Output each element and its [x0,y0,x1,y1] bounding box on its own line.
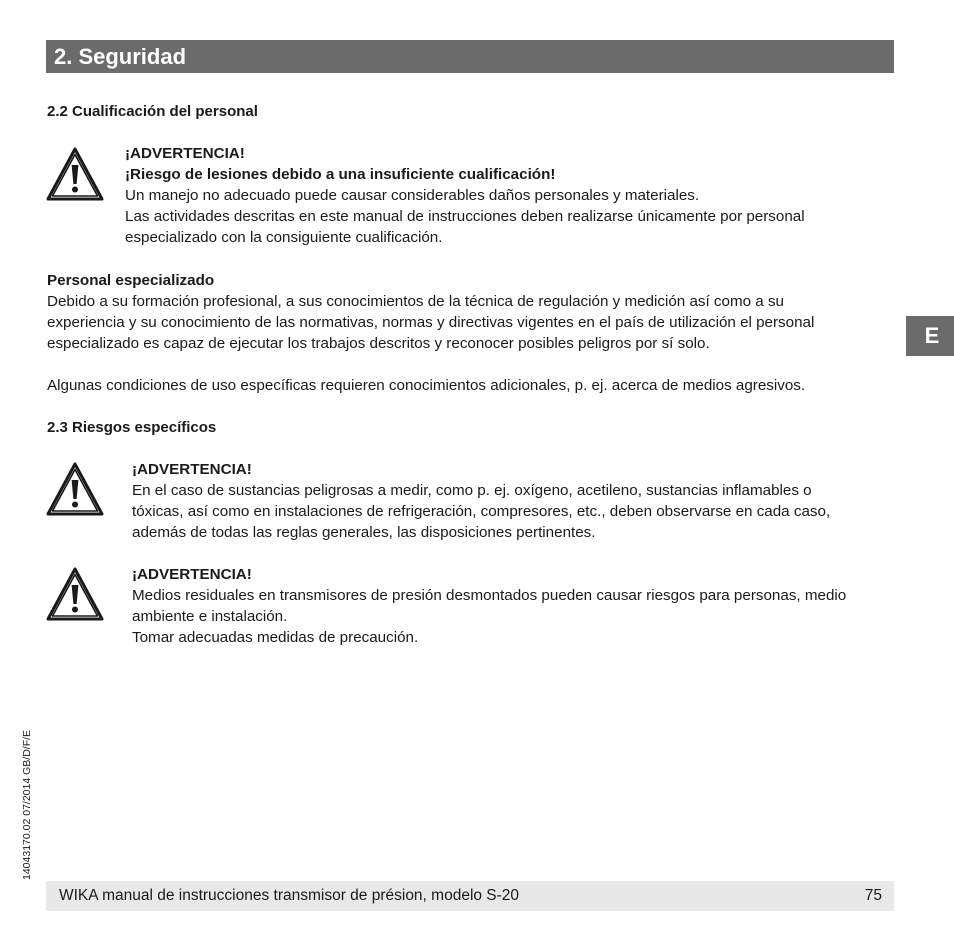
paragraph-line: experiencia y su conocimiento de las normativas, normas y directivas vigentes en el país de utilización el personal [47,314,815,331]
warning-subtitle: ¡Riesgo de lesiones debido a una insuficiente cualificación! [125,166,556,183]
page-footer [46,881,894,911]
warning-block-qualification [125,143,805,248]
warning-triangle-icon [45,146,105,202]
document-code: 14043170.02 07/2014 GB/D/F/E [21,729,33,880]
warning-line: Las actividades descritas en este manual de instrucciones deben realizarse únicamente por personal [125,208,805,225]
warning-block-residual-media [132,564,846,648]
warning-line: Medios residuales en transmisores de presión desmontados pueden causar riesgos para personas, medio [132,587,847,604]
warning-block-hazardous-media [132,459,830,543]
warning-line: En el caso de sustancias peligrosas a medir, como p. ej. oxígeno, acetileno, sustancias inflamables o [132,482,812,499]
paragraph-line: especializado es capaz de ejecutar los trabajos descritos y reconocer posibles peligros por sí solo. [47,335,710,352]
language-tab-label: E [924,323,940,348]
warning-line: además de todas las reglas generales, las disposiciones pertinentes. [132,524,596,541]
warning-triangle-icon [45,566,105,622]
specialist-personnel-block [47,270,814,354]
page-number: 75 [864,887,882,904]
warning-label: ¡ADVERTENCIA! [125,145,245,162]
paragraph-line: Debido a su formación profesional, a sus conocimientos de la técnica de regulación y medición así como a su [47,293,784,310]
warning-line: tóxicas, así como en instalaciones de refrigeración, compresores, etc., deben observarse en cada caso, [132,503,831,520]
warning-triangle-icon [45,461,105,517]
warning-line: especializado con la consiguiente cualificación. [125,229,443,246]
section-title: 2. Seguridad [54,44,187,69]
warning-line: ambiente e instalación. [132,608,288,625]
footer-text: WIKA manual de instrucciones transmisor de présion, modelo S-20 [59,887,520,904]
warning-label: ¡ADVERTENCIA! [132,566,252,583]
heading-2-2: 2.2 Cualificación del personal [47,103,258,120]
warning-line: Un manejo no adecuado puede causar considerables daños personales y materiales. [125,187,700,204]
specialist-heading: Personal especializado [47,272,215,289]
language-tab [906,316,954,356]
heading-2-3: 2.3 Riesgos específicos [47,419,217,436]
warning-label: ¡ADVERTENCIA! [132,461,252,478]
usage-note: Algunas condiciones de uso específicas requieren conocimientos adicionales, p. ej. acerca de medios agresivos. [47,377,806,394]
warning-line: Tomar adecuadas medidas de precaución. [132,629,419,646]
section-title-bar [46,40,894,73]
